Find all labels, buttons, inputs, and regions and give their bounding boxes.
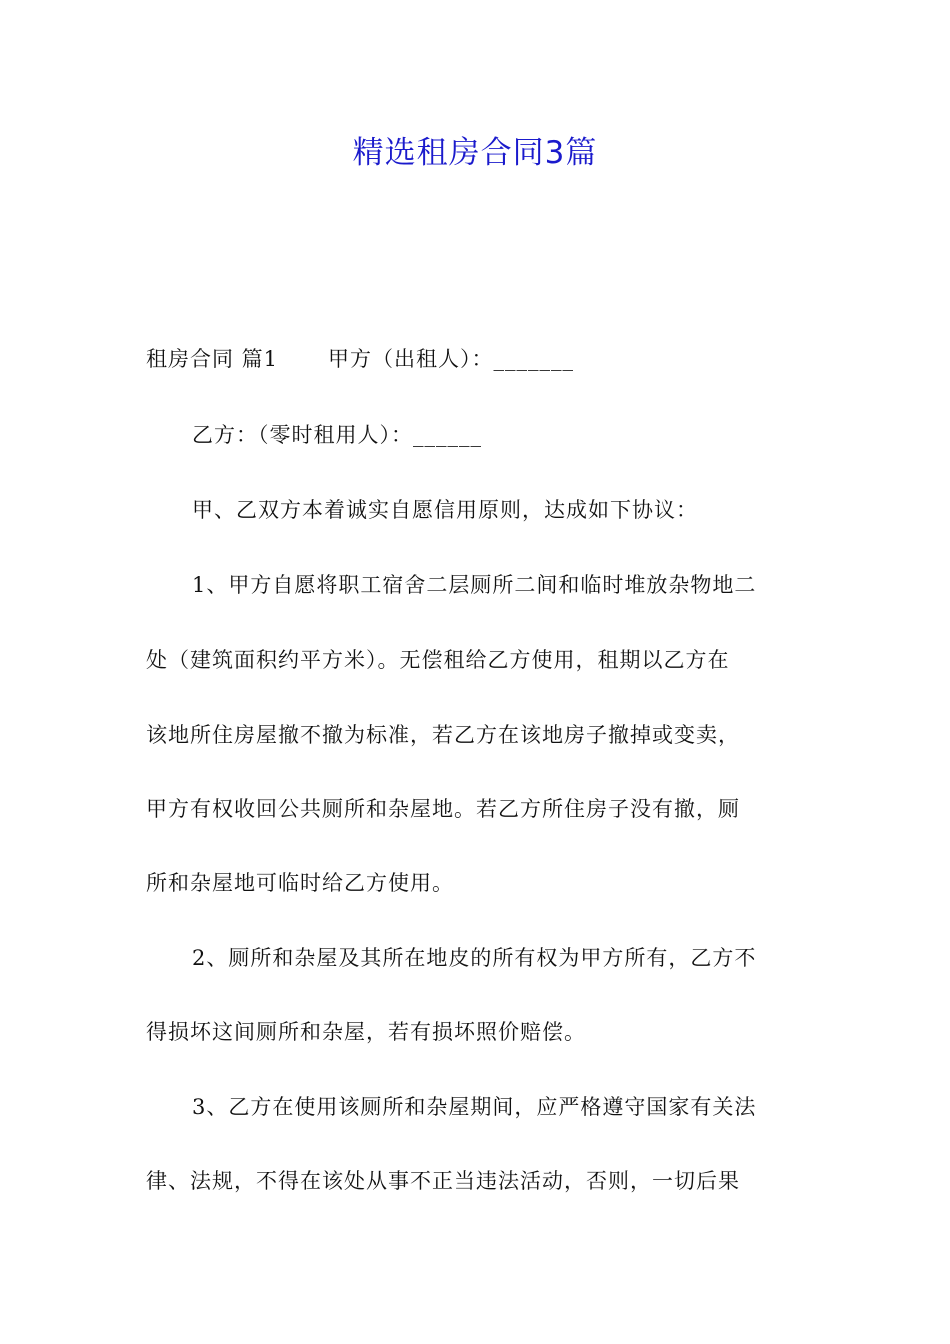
- clause-2-line-1: 2、厕所和杂屋及其所在地皮的所有权为甲方所有，乙方不: [192, 946, 757, 970]
- clause-3-line-1: 3、乙方在使用该厕所和杂屋期间，应严格遵守国家有关法: [192, 1095, 757, 1119]
- clause-1-line-4: 甲方有权收回公共厕所和杂屋地。若乙方所住房子没有撤，厕: [146, 797, 740, 821]
- first-line: [146, 344, 574, 374]
- clause-3-line-2: 律、法规，不得在该处从事不正当违法活动，否则，一切后果: [146, 1169, 740, 1193]
- document-title: 精选租房合同3篇: [352, 135, 598, 171]
- party-a-line: 甲方（出租人）：_______: [328, 347, 575, 371]
- agreement-intro: 甲、乙双方本着诚实自愿信用原则，达成如下协议：: [192, 498, 698, 522]
- clause-1-line-1: 1、甲方自愿将职工宿舍二层厕所二间和临时堆放杂物地二: [192, 573, 757, 597]
- section-label: 租房合同 篇1: [146, 347, 279, 371]
- clause-1-line-2: 处（建筑面积约平方米）。无偿租给乙方使用，租期以乙方在: [146, 648, 730, 672]
- clause-1-line-5: 所和杂屋地可临时给乙方使用。: [146, 871, 454, 895]
- party-b-line: 乙方：（零时租用人）：______: [192, 423, 482, 447]
- clause-2-line-2: 得损坏这间厕所和杂屋，若有损坏照价赔偿。: [146, 1020, 586, 1044]
- clause-1-line-3: 该地所住房屋撤不撤为标准，若乙方在该地房子撤掉或变卖，: [146, 723, 740, 747]
